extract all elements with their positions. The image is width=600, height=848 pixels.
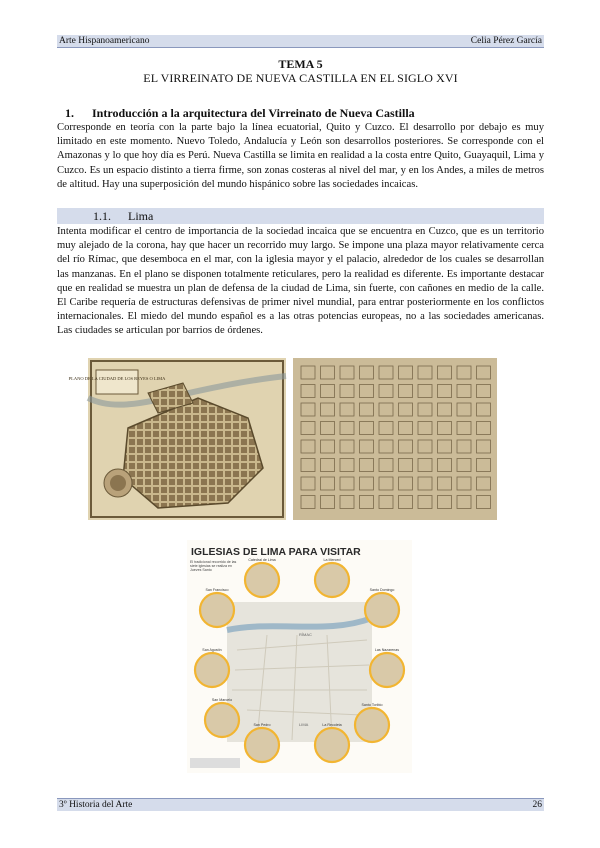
church-badge: [200, 593, 234, 627]
section-number: 1.: [65, 106, 74, 120]
church-label: San Marcelo: [211, 698, 233, 702]
page-number: 26: [532, 800, 542, 810]
section-heading-1: [65, 106, 415, 121]
infographic-title: IGLESIAS DE LIMA PARA VISITAR: [191, 546, 361, 558]
paragraph-intro: Corresponde en teoría con la parte bajo la línea ecuatorial, Quito y Cuzco. El desarrollo por debajo es muy limitado en este momento. Nuevo Toledo, Andalucía y León son desarrollos posteriores. Se corresponde con el Amazonas y lo que hoy día es Perú. Nueva Castilla se limita en realidad a la costa entre Quito, Guayaquil, Lima y Cuzco. Es un espacio distinto a tierra firme, son zonas costeras al nivel del mar, y en los Andes, a miles de metros de altitud. Hay una superposición del mundo hispánico sobre las sociedades incaicas.: [57, 122, 544, 190]
church-badge: [245, 563, 279, 597]
church-badge: [365, 593, 399, 627]
church-badge: [315, 563, 349, 597]
district-lima: LIMA: [299, 722, 309, 727]
page-title: TEMA 5: [278, 57, 323, 71]
church-badge: [195, 653, 229, 687]
page-footer: [57, 798, 544, 811]
church-label: La Recoleta: [322, 723, 342, 727]
church-label: Santo Domingo: [369, 588, 395, 592]
church-label: Las Nazarenas: [374, 648, 400, 652]
church-label: San Francisco: [205, 588, 229, 592]
header-left: Arte Hispanoamericano: [59, 36, 150, 46]
church-badge: [245, 728, 279, 762]
lima-grid-plan: [293, 358, 497, 520]
churches-infographic: [187, 540, 412, 773]
church-badge: [370, 653, 404, 687]
footer-left: 3º Historia del Arte: [59, 800, 133, 810]
church-label: Catedral de Lima: [248, 558, 276, 562]
header-right: Celia Pérez García: [470, 36, 542, 46]
church-badge: [205, 703, 239, 737]
page-header: [57, 35, 544, 48]
church-badge: [315, 728, 349, 762]
church-label: San Agustín: [202, 648, 222, 652]
district-rimac: RÍMAC: [299, 632, 312, 637]
infographic-intro: El tradicional recorrido de las siete iglesias se realiza en Jueves Santo: [190, 560, 237, 572]
church-label: Santo Toribio: [361, 703, 383, 707]
map-cartouche: PLANO DE LA CIUDAD DE LOS REYES O LIMA: [68, 376, 166, 381]
section-title: Introducción a la arquitectura del Virreinato de Nueva Castilla: [92, 106, 415, 120]
subsection-number: 1.1.: [93, 209, 111, 223]
church-badge: [355, 708, 389, 742]
paragraph-lima: Intenta modificar el centro de importancia de la sociedad incaica que se encuentra en Cuzco, que es un territorio muy alejado de la corona, hay que hacer un recorrido muy largo. Se impone una plaza mayor relativamente cerca del río Rímac, que desemboca en el mar, con la iglesia mayor y el palacio, alrededor de los cuales se desarrollan las manzanas. En el plano se disponen totalmente reticulares, pero la realidad es diferente. Es importante destacar que en realidad se muestra un plan de defensa de la ciudad de Lima, sin fuerte, con cañones en medio de la calle. El Caribe requería de estructuras defensivas de primer nivel mundial, para entrar posteriormente en los conflictos internacionales. El miedo del mundo español es a las otras potencias europeas, no a las sociedades americanas. Las ciudades se articulan por barrios de órdenes.: [57, 226, 544, 337]
church-label: San Pedro: [253, 723, 271, 727]
church-label: La Merced: [323, 558, 341, 562]
subsection-title: Lima: [128, 209, 154, 223]
page-subtitle: EL VIRREINATO DE NUEVA CASTILLA EN EL SIGLO XVI: [143, 71, 458, 85]
lima-historic-map: [68, 358, 286, 520]
subsection-heading: [57, 208, 544, 224]
